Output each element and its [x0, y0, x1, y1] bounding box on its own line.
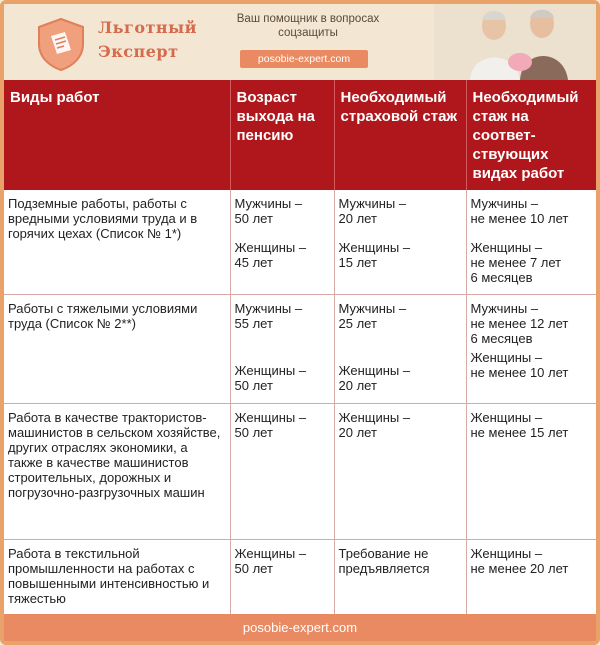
work-type-cell: Работа в текстильной промышленности на работах с повышенными интенсивностью и тяжестью — [4, 539, 230, 614]
requirement-text: Требование не предъявляется — [338, 545, 430, 576]
brand-line-2: Эксперт — [98, 42, 179, 61]
women-value: Женщины – 20 лет — [338, 409, 411, 440]
special-cell — [466, 403, 596, 539]
table-header-row — [4, 80, 596, 190]
table-row — [4, 190, 596, 294]
age-cell — [230, 403, 334, 539]
special-cell — [466, 539, 596, 614]
women-value: Женщины – 15 лет — [338, 240, 411, 270]
shield-document-icon — [34, 16, 88, 72]
table — [4, 80, 596, 615]
men-value: Мужчины – 20 лет — [338, 196, 407, 226]
age-cell — [230, 539, 334, 614]
special-cell — [466, 294, 596, 403]
women-value: Женщины – не менее 7 лет 6 месяцев — [470, 240, 562, 285]
special-cell — [466, 190, 596, 294]
work-type-cell: Подземные работы, работы с вредными условиями труда и в горячих цехах (Список № 1*) — [4, 190, 230, 294]
table-row — [4, 539, 596, 614]
work-type-cell: Работа в качестве трактористов-машинистов в сельском хозяйстве, других отраслях экономики, а также в качестве машинистов строительных, дорожных и погрузочно-разгрузочных машин — [4, 403, 230, 539]
women-value: Женщины – 50 лет — [234, 409, 307, 440]
insurance-cell — [334, 539, 466, 614]
tagline-line-1: Ваш помощник в вопросах — [236, 13, 380, 25]
tagline — [218, 12, 398, 40]
header-work-types: Виды работ — [4, 80, 230, 190]
elderly-couple-photo — [434, 4, 596, 80]
pension-table — [4, 80, 596, 614]
insurance-cell — [334, 294, 466, 403]
men-value: Мужчины – 50 лет — [234, 196, 303, 226]
women-value: Женщины – 50 лет — [234, 545, 307, 576]
men-value: Мужчины – 25 лет — [338, 300, 407, 331]
table-row — [4, 294, 596, 403]
women-value: Женщины – 20 лет — [338, 362, 411, 393]
men-value: Мужчины – не менее 10 лет — [470, 196, 569, 226]
women-value: Женщины – не менее 20 лет — [470, 545, 569, 576]
women-value: Женщины – не менее 10 лет — [470, 349, 569, 380]
insurance-cell — [334, 190, 466, 294]
header-retirement-age: Возраст выхода на пенсию — [230, 80, 334, 190]
site-url-badge[interactable]: posobie-expert.com — [240, 50, 368, 68]
table-row — [4, 403, 596, 539]
insurance-cell — [334, 403, 466, 539]
tagline-line-2: соцзащиты — [278, 27, 338, 39]
women-value: Женщины – не менее 15 лет — [470, 409, 569, 440]
men-value: Мужчины – не менее 12 лет 6 месяцев — [470, 300, 569, 346]
women-value: Женщины – 45 лет — [234, 240, 307, 270]
brand-name — [98, 16, 197, 64]
work-type-cell: Работы с тяжелыми условиями труда (Список № 2**) — [4, 294, 230, 403]
header-special-experience: Необходимый стаж на соответ-ствующих видах работ — [466, 80, 596, 190]
women-value: Женщины – 50 лет — [234, 362, 307, 393]
age-cell — [230, 294, 334, 403]
men-value: Мужчины – 55 лет — [234, 300, 303, 331]
age-cell — [230, 190, 334, 294]
site-header — [4, 4, 596, 80]
header-insurance-experience: Необходимый страховой стаж — [334, 80, 466, 190]
footer-site-url[interactable]: posobie-expert.com — [4, 614, 596, 641]
brand-line-1: Льготный — [98, 18, 198, 37]
